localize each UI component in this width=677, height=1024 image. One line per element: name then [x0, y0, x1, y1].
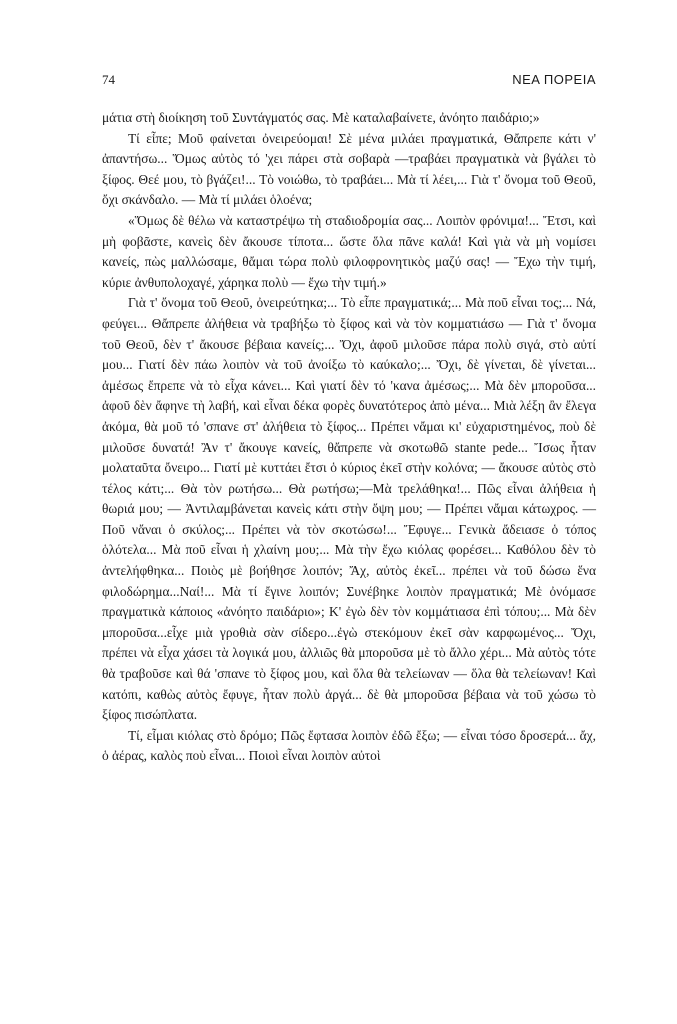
- paragraph-quotation: «Ὅμως δὲ θέλω νὰ καταστρέψω τὴ σταδιοδρομία σας... Λοιπὸν φρόνιμα!... Ἔτσι, καὶ μὴ φοβᾶστε, κανεὶς δὲν ἄκουσε τίποτα... ὥστε ὅλα πᾶνε καλά! Καὶ γιὰ νὰ μὴ νομίσει κανείς, πὼς μαλλώσαμε, θἄμαι τώρα πολὺ φιλοφρονητικὸς μαζύ σας! — Ἔχω τὴν τιμή, κύριε ἀνθυπολοχαγέ, χάρηκα πολὺ — ἔχω τὴν τιμή.»: [102, 212, 596, 290]
- page-header: [102, 72, 596, 92]
- paragraph-continuation: μάτια στὴ διοίκηση τοῦ Συντάγματός σας. Μὲ καταλαβαίνετε, ἀνόητο παιδάριο;»: [102, 110, 540, 125]
- running-head: ΝΕΑ ΠΟΡΕΙΑ: [512, 72, 596, 87]
- body-text: [102, 108, 596, 767]
- paragraph: Τί, εἶμαι κιόλας στὸ δρόμο; Πῶς ἔφτασα λοιπὸν ἐδῶ ἔξω; — εἶναι τόσο δροσερά... ἄχ, ὁ ἀέρας, καλὸς ποὺ εἶναι... Ποιοὶ εἶναι λοιπὸν αὐτοὶ: [102, 727, 596, 764]
- page-number: 74: [102, 72, 115, 87]
- paragraph: Τί εἶπε; Μοῦ φαίνεται ὀνειρεύομαι! Σὲ μένα μιλάει πραγματικά, Θἄπρεπε κάτι ν' ἀπαντήσω... Ὅμως αὐτὸς τό 'χει πάρει στὰ σοβαρὰ —τραβάει πραγματικὰ νὰ βγάλει τὸ ξίφος. Θεέ μου, τὸ βγάζει!... Τὸ νοιώθω, τὸ τραβάει... Μὰ τί λέει,... Γιὰ τ' ὄνομα τοῦ Θεοῦ, ὄχι σκάνδαλο. — Μὰ τί μιλάει ὁλοένα;: [102, 130, 596, 208]
- paragraph: Γιὰ τ' ὄνομα τοῦ Θεοῦ, ὀνειρεύτηκα;... Τὸ εἶπε πραγματικά;... Μὰ ποῦ εἶναι τος;... Νά, φεύγει... Θἄπρεπε ἀλήθεια νὰ τραβήξω τὸ ξίφος καὶ νὰ τὸν κομματιάσω — Γιὰ τ' ὄνομα τοῦ Θεοῦ, δὲν τ' ἄκουσε βέβαια κανείς;... Ὄχι, ἀφοῦ μιλοῦσε πάρα πολὺ σιγά, στὸ αὐτί μου... Γιατί δὲν πάω λοιπὸν νὰ τοῦ ἀνοίξω τὸ καύκαλο;... Ὄχι, δὲ γίνεται, δὲ γίνεται... ἀμέσως ἔπρεπε νὰ τὸ εἶχα κάνει... Καὶ γιατί δὲν τό 'κανα ἀμέσως;... Μὰ δὲν μποροῦσα... ἀφοῦ δὲν ἄφηνε τὴ λαβή, καὶ εἶναι δέκα φορὲς δυνατότερος ἀπὸ μένα... Μιὰ λέξη ἂν ἔλεγα ἀκόμα, θὰ μοῦ τό 'σπανε στ' ἀλήθεια τὸ ξίφος... Πρέπει νἄμαι κι' εὐχαριστημένος, ποὺ δὲ μιλοῦσε δυνατά! Ἂν τ' ἄκουγε κανείς, θἄπρεπε νὰ σκοτωθῶ stante pede... Ἴσως ἦταν μολαταῦτα ὄνειρο... Γιατί μὲ κυττάει ἔτσι ὁ κύριος ἐκεῖ στὴν κολόνα; — ἄκουσε αὐτὸς στὸ τέλος κάτι;... Θὰ τὸν ρωτήσω... Θὰ ρωτήσω;—Μὰ τρελάθηκα!... Πῶς εἶναι ἀλήθεια ἡ θωριά μου; — Ἀντιλαμβάνεται κανεὶς κάτι στὴν ὄψη μου; — Πρέπει νἄμαι κάτωχρος. — Ποῦ νἄναι ὁ σκύλος;... Πρέπει νὰ τὸν σκοτώσω!... Ἔφυγε... Γενικὰ ἄδειασε ὁ τόπος ὁλότελα... Μὰ ποῦ εἶναι ἡ χλαίνη μου;... Μὰ τὴν ἔχω κιόλας φορέσει... Καθόλου δὲν τὸ ἀντελήφθηκα... Ποιὸς μὲ βοήθησε λοιπόν; Ἄχ, αὐτὸς ἐκεῖ... πρέπει νὰ τοῦ δώσω ἕνα φιλοδώρημα...Ναί!... Μὰ τί ἔγινε λοιπόν; Συνέβηκε λοιπὸν πραγματικά; Μὲ ὀνόμασε πραγματικὰ κάποιος «ἀνόητο παιδάριο»; Κ' ἐγὼ δὲν τὸν κομμάτιασα ἐπὶ τόπου;... Μὰ δὲν μποροῦσα...εἶχε μιὰ γροθιὰ σὰν σίδερο...ἐγὼ στεκόμουν ἐκεῖ σὰν καρφωμένος... Ὄχι, πρέπει νὰ εἶχα χάσει τὰ λογικά μου, ἀλλιῶς θὰ μποροῦσα μὲ τὸ ἄλλο χέρι... Μὰ αὐτὸς τότε θὰ τραβοῦσε καὶ θά 'σπανε τὸ ξίφος μου, καὶ ὅλα θὰ τελείωναν — ὅλα θὰ τελείωναν! Καὶ κατόπι, καθὼς αὐτὸς ἔφυγε, ἦταν πολὺ ἀργά... δὲ θὰ μποροῦσα βέβαια νὰ τοῦ χώσω τὸ ξίφος πισώπλατα.: [102, 295, 596, 723]
